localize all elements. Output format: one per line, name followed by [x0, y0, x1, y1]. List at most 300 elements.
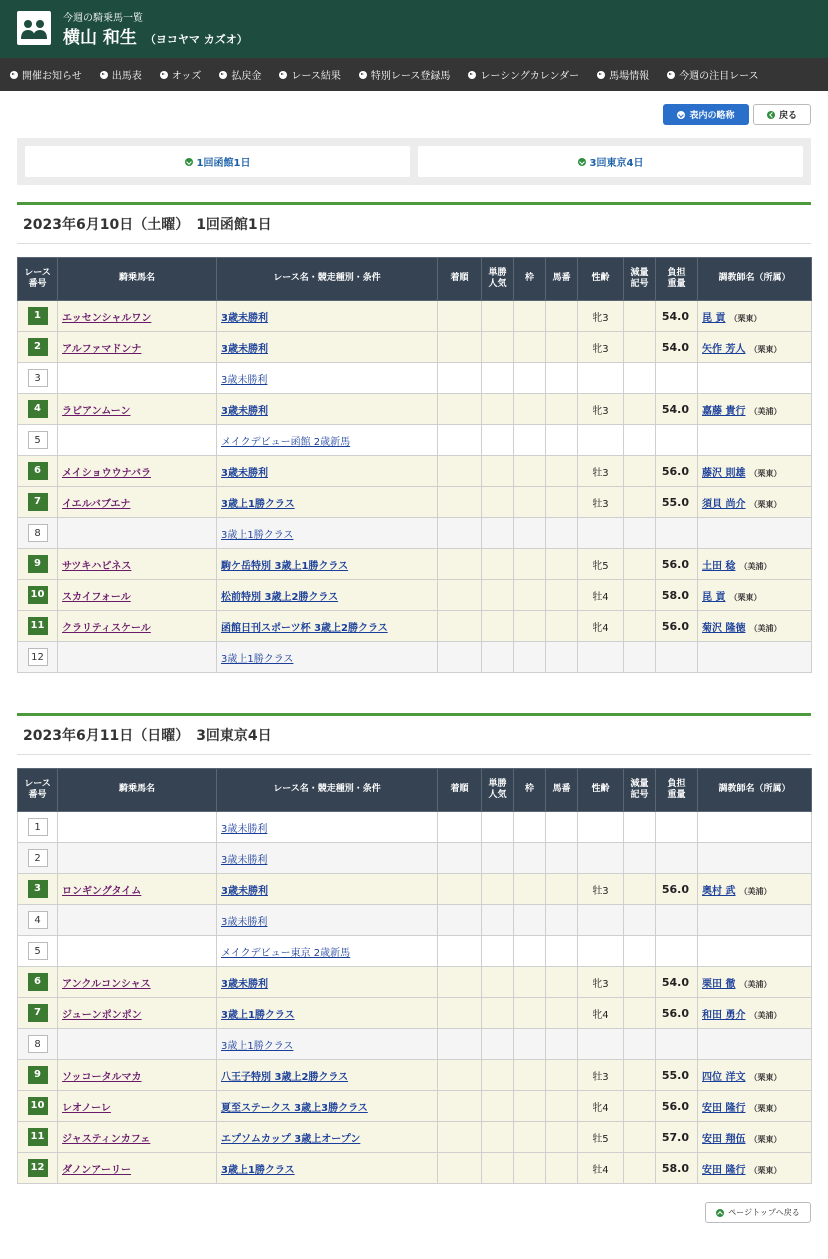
horse-number-cell — [546, 518, 578, 549]
nav-item-odds[interactable] — [160, 67, 202, 82]
bracket-cell — [514, 425, 546, 456]
bracket-cell — [514, 905, 546, 936]
trainer-link[interactable]: 四位 洋文 — [702, 1071, 746, 1083]
nav-label: 馬場情報 — [609, 71, 650, 82]
jockey-name — [63, 23, 248, 48]
trainer-cell — [698, 456, 812, 487]
jockey-name-text: 横山 和生 — [63, 28, 137, 48]
arrow-right-icon — [160, 71, 168, 79]
weight-mark-cell — [624, 456, 656, 487]
finish-cell — [438, 967, 482, 998]
race-cell — [217, 580, 438, 611]
race-number-cell — [18, 642, 58, 673]
horse-link[interactable]: ロンギングタイム — [62, 885, 142, 897]
race-link[interactable]: 3歳未勝利 — [221, 854, 268, 866]
weight-mark-cell — [624, 332, 656, 363]
horse-link[interactable]: メイショウウナバラ — [62, 467, 151, 479]
race-number-cell — [18, 487, 58, 518]
race-link[interactable]: 松前特別 3歳上2勝クラス — [221, 591, 339, 603]
sex-age-cell — [578, 905, 624, 936]
nav-item-featured[interactable] — [667, 67, 759, 82]
weight-cell: 56.0 — [656, 549, 698, 580]
race-number[interactable]: 2 — [28, 849, 48, 867]
nav-item-entries[interactable] — [100, 67, 142, 82]
column-header: 馬番 — [546, 769, 578, 812]
race-row — [18, 1091, 812, 1122]
meeting-tabs — [17, 138, 811, 185]
sex-age-cell — [578, 363, 624, 394]
horse-link[interactable]: エッセンシャルワン — [62, 312, 152, 324]
race-link[interactable]: メイクデビュー東京 2歳新馬 — [221, 947, 351, 959]
race-number[interactable]: 8 — [28, 1035, 48, 1053]
trainer-cell — [698, 518, 812, 549]
sex-age-cell — [578, 642, 624, 673]
race-row — [18, 1060, 812, 1091]
race-link[interactable]: 3歳未勝利 — [221, 405, 268, 417]
race-link[interactable]: 3歳未勝利 — [221, 978, 268, 990]
finish-cell — [438, 425, 482, 456]
column-header: 枠 — [514, 258, 546, 301]
popularity-cell — [482, 425, 514, 456]
race-number-cell — [18, 518, 58, 549]
race-number[interactable]: 6 — [28, 973, 48, 991]
race-number[interactable]: 11 — [28, 1128, 48, 1146]
sex-age-cell — [578, 518, 624, 549]
finish-cell — [438, 611, 482, 642]
race-link[interactable]: 3歳上1勝クラス — [221, 1164, 295, 1176]
race-row — [18, 812, 812, 843]
popularity-cell — [482, 812, 514, 843]
race-number-cell — [18, 812, 58, 843]
horse-link[interactable]: ソッコータルマカ — [62, 1071, 142, 1083]
horse-cell — [58, 812, 217, 843]
main-nav — [0, 58, 828, 91]
weight-cell — [656, 843, 698, 874]
nav-label: オッズ — [171, 71, 202, 82]
horse-link[interactable]: ジューンポンポン — [62, 1009, 142, 1021]
sex-age-cell: 牝5 — [578, 549, 624, 580]
race-link[interactable]: 3歳未勝利 — [221, 374, 268, 386]
race-number[interactable]: 3 — [28, 880, 48, 898]
race-link[interactable]: 3歳未勝利 — [221, 467, 268, 479]
bracket-cell — [514, 843, 546, 874]
horse-cell — [58, 1029, 217, 1060]
column-header: レース 番号 — [18, 258, 58, 301]
sex-age-cell — [578, 843, 624, 874]
trainer-cell — [698, 812, 812, 843]
sex-age-cell — [578, 1029, 624, 1060]
race-number[interactable]: 6 — [28, 462, 48, 480]
sex-age-cell — [578, 936, 624, 967]
race-cell — [217, 998, 438, 1029]
race-link[interactable]: 八王子特別 3歳上2勝クラス — [221, 1071, 349, 1083]
weight-cell: 54.0 — [656, 332, 698, 363]
race-number[interactable]: 4 — [28, 400, 48, 418]
weight-cell — [656, 363, 698, 394]
arrow-right-icon — [597, 71, 605, 79]
finish-cell — [438, 905, 482, 936]
sex-age-cell: 牡3 — [578, 456, 624, 487]
finish-cell — [438, 487, 482, 518]
tab-label: 3回東京4日 — [589, 158, 644, 169]
weight-mark-cell — [624, 843, 656, 874]
race-link[interactable]: 3歳上1勝クラス — [221, 498, 295, 510]
trainer-link[interactable]: 安田 隆行 — [702, 1164, 746, 1176]
horse-number-cell — [546, 936, 578, 967]
trainer-link[interactable]: 嘉藤 貴行 — [702, 405, 746, 417]
column-header: 着順 — [438, 769, 482, 812]
weight-cell — [656, 936, 698, 967]
race-number-cell — [18, 936, 58, 967]
page-top-label: ページトップへ戻る — [728, 1208, 800, 1217]
horse-link[interactable]: レオノーレ — [62, 1102, 111, 1114]
race-number[interactable]: 9 — [28, 1066, 48, 1084]
column-header: 単勝 人気 — [482, 258, 514, 301]
race-link[interactable]: 3歳未勝利 — [221, 885, 268, 897]
trainer-link[interactable]: 和田 勇介 — [702, 1009, 746, 1021]
race-row — [18, 425, 812, 456]
weight-cell: 58.0 — [656, 580, 698, 611]
trainer-cell — [698, 1153, 812, 1184]
race-cell — [217, 843, 438, 874]
horse-cell — [58, 1122, 217, 1153]
race-number[interactable]: 11 — [28, 617, 48, 635]
weight-mark-cell — [624, 1091, 656, 1122]
sex-age-cell: 牝3 — [578, 967, 624, 998]
race-number-cell — [18, 456, 58, 487]
finish-cell — [438, 936, 482, 967]
horse-link[interactable]: クラリティスケール — [62, 622, 151, 634]
race-row — [18, 1153, 812, 1184]
trainer-link[interactable]: 昆 貢 — [702, 312, 726, 324]
weight-cell — [656, 812, 698, 843]
column-header: レース 番号 — [18, 769, 58, 812]
popularity-cell — [482, 1029, 514, 1060]
action-buttons — [663, 104, 811, 125]
finish-cell — [438, 549, 482, 580]
trainer-cell — [698, 363, 812, 394]
race-number[interactable]: 12 — [28, 1159, 48, 1177]
weight-cell: 54.0 — [656, 394, 698, 425]
back-button[interactable] — [753, 104, 811, 125]
trainer-affiliation: （栗東） — [749, 344, 782, 354]
weight-cell: 56.0 — [656, 998, 698, 1029]
weight-mark-cell — [624, 394, 656, 425]
bracket-cell — [514, 1029, 546, 1060]
horse-number-cell — [546, 1060, 578, 1091]
race-row — [18, 487, 812, 518]
horse-number-cell — [546, 549, 578, 580]
race-number[interactable]: 1 — [28, 307, 48, 325]
trainer-affiliation: （美浦） — [739, 979, 772, 989]
weight-cell: 56.0 — [656, 456, 698, 487]
race-cell — [217, 936, 438, 967]
race-number-cell — [18, 425, 58, 456]
popularity-cell — [482, 301, 514, 332]
finish-cell — [438, 580, 482, 611]
trainer-cell — [698, 332, 812, 363]
sex-age-cell — [578, 812, 624, 843]
popularity-cell — [482, 580, 514, 611]
race-row — [18, 301, 812, 332]
horse-number-cell — [546, 394, 578, 425]
weight-cell: 54.0 — [656, 301, 698, 332]
race-link[interactable]: 夏至ステークス 3歳上3勝クラス — [221, 1102, 368, 1114]
column-header: 騎乗馬名 — [58, 258, 217, 301]
race-number-cell — [18, 549, 58, 580]
weight-mark-cell — [624, 549, 656, 580]
column-header: 単勝 人気 — [482, 769, 514, 812]
trainer-cell — [698, 843, 812, 874]
popularity-cell — [482, 363, 514, 394]
popularity-cell — [482, 394, 514, 425]
trainer-link[interactable]: 須貝 尚介 — [702, 498, 746, 510]
sex-age-cell: 牝4 — [578, 1091, 624, 1122]
race-link[interactable]: 3歳上1勝クラス — [221, 653, 294, 665]
race-number[interactable]: 3 — [28, 369, 48, 387]
trainer-cell — [698, 394, 812, 425]
horse-number-cell — [546, 843, 578, 874]
race-number[interactable]: 1 — [28, 818, 48, 836]
race-link[interactable]: 3歳未勝利 — [221, 823, 268, 835]
legend-button-label: 表内の略称 — [689, 111, 735, 121]
weight-mark-cell — [624, 874, 656, 905]
column-header: 馬番 — [546, 258, 578, 301]
trainer-link[interactable]: 安田 隆行 — [702, 1102, 746, 1114]
bracket-cell — [514, 1122, 546, 1153]
jockey-icon — [17, 11, 51, 45]
race-number-cell — [18, 967, 58, 998]
nav-item-payout[interactable] — [219, 67, 261, 82]
horse-link[interactable]: スカイフォール — [62, 591, 131, 603]
trainer-affiliation: （栗東） — [729, 313, 762, 323]
horse-number-cell — [546, 642, 578, 673]
horse-link[interactable]: アンクルコンシャス — [62, 978, 151, 990]
horse-cell — [58, 425, 217, 456]
horse-link[interactable]: アルファマドンナ — [62, 343, 142, 355]
nav-label: 出馬表 — [111, 71, 142, 82]
nav-item-special[interactable] — [359, 67, 451, 82]
trainer-cell — [698, 1122, 812, 1153]
horse-cell — [58, 487, 217, 518]
chevron-down-icon — [677, 111, 685, 119]
finish-cell — [438, 874, 482, 905]
page-top-button[interactable] — [705, 1202, 811, 1223]
race-link[interactable]: 3歳未勝利 — [221, 312, 268, 324]
race-link[interactable]: メイクデビュー函館 2歳新馬 — [221, 436, 351, 448]
column-header: 枠 — [514, 769, 546, 812]
horse-cell — [58, 998, 217, 1029]
race-number[interactable]: 10 — [28, 1097, 48, 1115]
sex-age-cell: 牝3 — [578, 301, 624, 332]
race-link[interactable]: エプソムカップ 3歳上オープン — [221, 1133, 361, 1145]
tab-label: 1回函館1日 — [196, 158, 251, 169]
finish-cell — [438, 812, 482, 843]
race-row — [18, 936, 812, 967]
weight-cell: 55.0 — [656, 1060, 698, 1091]
trainer-link[interactable]: 昆 貢 — [702, 591, 726, 603]
trainer-cell — [698, 301, 812, 332]
race-number[interactable]: 2 — [28, 338, 48, 356]
trainer-cell — [698, 487, 812, 518]
race-number-cell — [18, 1091, 58, 1122]
bracket-cell — [514, 1153, 546, 1184]
weight-cell: 56.0 — [656, 611, 698, 642]
bracket-cell — [514, 611, 546, 642]
bracket-cell — [514, 332, 546, 363]
race-link[interactable]: 3歳上1勝クラス — [221, 1040, 294, 1052]
race-link[interactable]: 3歳上1勝クラス — [221, 529, 294, 541]
horse-cell — [58, 580, 217, 611]
horse-number-cell — [546, 1153, 578, 1184]
bracket-cell — [514, 874, 546, 905]
race-link[interactable]: 3歳未勝利 — [221, 343, 268, 355]
legend-button[interactable] — [663, 104, 749, 125]
trainer-cell — [698, 1029, 812, 1060]
horse-cell — [58, 874, 217, 905]
finish-cell — [438, 1153, 482, 1184]
race-table — [17, 768, 812, 1184]
horse-link[interactable]: ダノンアーリー — [62, 1164, 131, 1176]
horse-cell — [58, 332, 217, 363]
bracket-cell — [514, 1091, 546, 1122]
race-link[interactable]: 函館日刊スポーツ杯 3歳上2勝クラス — [221, 622, 388, 634]
horse-cell — [58, 1060, 217, 1091]
horse-number-cell — [546, 905, 578, 936]
nav-item-calendar[interactable] — [468, 67, 579, 82]
bracket-cell — [514, 518, 546, 549]
trainer-link[interactable]: 藤沢 則雄 — [702, 467, 746, 479]
race-number[interactable]: 4 — [28, 911, 48, 929]
trainer-cell — [698, 425, 812, 456]
race-row — [18, 332, 812, 363]
race-row — [18, 1122, 812, 1153]
race-number-cell — [18, 1153, 58, 1184]
nav-item-notice[interactable] — [10, 67, 82, 82]
trainer-cell — [698, 549, 812, 580]
finish-cell — [438, 1091, 482, 1122]
sex-age-cell: 牡5 — [578, 1122, 624, 1153]
horse-cell — [58, 549, 217, 580]
race-cell — [217, 394, 438, 425]
horse-cell — [58, 1153, 217, 1184]
weight-cell: 56.0 — [656, 874, 698, 905]
race-table-body — [18, 812, 812, 1184]
weight-mark-cell — [624, 487, 656, 518]
horse-link[interactable]: ジャスティンカフェ — [62, 1133, 151, 1145]
horse-cell — [58, 518, 217, 549]
finish-cell — [438, 1029, 482, 1060]
trainer-cell — [698, 998, 812, 1029]
nav-item-results[interactable] — [279, 67, 341, 82]
chevron-up-icon — [716, 1209, 724, 1217]
trainer-link[interactable]: 土田 稔 — [702, 560, 736, 572]
horse-link[interactable]: イエルバブエナ — [62, 498, 131, 510]
day-title: 2023年6月11日（日曜） 3回東京4日 — [17, 713, 811, 755]
arrow-right-icon — [468, 71, 476, 79]
trainer-affiliation: （栗東） — [749, 1072, 782, 1082]
finish-cell — [438, 518, 482, 549]
trainer-cell — [698, 874, 812, 905]
trainer-link[interactable]: 栗田 徹 — [702, 978, 736, 990]
bracket-cell — [514, 812, 546, 843]
sex-age-cell — [578, 425, 624, 456]
weight-mark-cell — [624, 363, 656, 394]
weight-mark-cell — [624, 301, 656, 332]
race-number[interactable]: 5 — [28, 431, 48, 449]
popularity-cell — [482, 332, 514, 363]
column-header: レース名・競走種別・条件 — [217, 258, 438, 301]
race-row — [18, 456, 812, 487]
race-number[interactable]: 9 — [28, 555, 48, 573]
race-number[interactable]: 10 — [28, 586, 48, 604]
popularity-cell — [482, 549, 514, 580]
race-row — [18, 394, 812, 425]
sex-age-cell: 牡3 — [578, 1060, 624, 1091]
race-cell — [217, 549, 438, 580]
race-row — [18, 1029, 812, 1060]
race-row — [18, 363, 812, 394]
bracket-cell — [514, 487, 546, 518]
weight-mark-cell — [624, 1153, 656, 1184]
bracket-cell — [514, 580, 546, 611]
horse-link[interactable]: ラビアンムーン — [62, 405, 131, 417]
nav-item-track[interactable] — [597, 67, 649, 82]
column-header: 調教師名（所属） — [698, 258, 812, 301]
trainer-cell — [698, 642, 812, 673]
race-cell — [217, 425, 438, 456]
race-link[interactable]: 3歳上1勝クラス — [221, 1009, 295, 1021]
tab-meeting-1[interactable] — [25, 146, 410, 177]
horse-cell — [58, 967, 217, 998]
race-number[interactable]: 8 — [28, 524, 48, 542]
race-link[interactable]: 駒ケ岳特別 3歳上1勝クラス — [221, 560, 349, 572]
popularity-cell — [482, 1060, 514, 1091]
race-number[interactable]: 7 — [28, 1004, 48, 1022]
horse-cell — [58, 363, 217, 394]
sex-age-cell: 牝3 — [578, 332, 624, 363]
horse-number-cell — [546, 456, 578, 487]
jockey-kana: （ヨコヤマ カズオ） — [144, 33, 248, 46]
finish-cell — [438, 998, 482, 1029]
race-number[interactable]: 12 — [28, 648, 48, 666]
trainer-link[interactable]: 安田 翔伍 — [702, 1133, 746, 1145]
bracket-cell — [514, 1060, 546, 1091]
day-title: 2023年6月10日（土曜） 1回函館1日 — [17, 202, 811, 244]
race-row — [18, 905, 812, 936]
tab-meeting-2[interactable] — [418, 146, 803, 177]
race-number[interactable]: 7 — [28, 493, 48, 511]
weight-mark-cell — [624, 1029, 656, 1060]
horse-link[interactable]: サツキハピネス — [62, 560, 132, 572]
popularity-cell — [482, 874, 514, 905]
column-header: 減量 記号 — [624, 258, 656, 301]
race-link[interactable]: 3歳未勝利 — [221, 916, 268, 928]
trainer-affiliation: （栗東） — [729, 592, 762, 602]
trainer-link[interactable]: 奥村 武 — [702, 885, 736, 897]
race-number-cell — [18, 1122, 58, 1153]
popularity-cell — [482, 998, 514, 1029]
trainer-link[interactable]: 矢作 芳人 — [702, 343, 746, 355]
race-number[interactable]: 5 — [28, 942, 48, 960]
race-cell — [217, 905, 438, 936]
race-cell — [217, 363, 438, 394]
trainer-link[interactable]: 菊沢 隆徳 — [702, 622, 746, 634]
trainer-cell — [698, 611, 812, 642]
weight-mark-cell — [624, 905, 656, 936]
bracket-cell — [514, 394, 546, 425]
column-header: 性齢 — [578, 258, 624, 301]
